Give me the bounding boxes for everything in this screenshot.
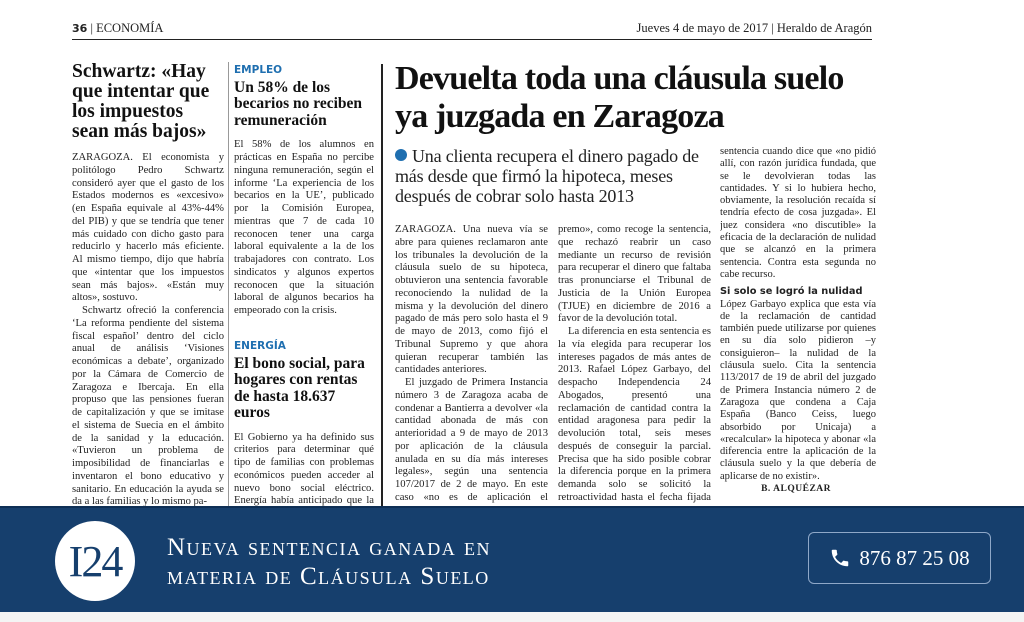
paragraph: La diferencia en esta sentencia es la vía elegida para recuperar los intereses pagados de más antes de 2013. Rafael López Garbayo, del despacho Independencia 24 Abogados, presentó una reclamación de cantidad contra la entidad aragonesa para pedir la devolución total, seis meses después de conseguir la parcial. Precisa que ha sido posible cobrar la diferencia porque en la primera demanda solo se solicitó la retroactividad hasta el fecha fijada: [558, 326, 711, 503]
paragraph: sentencia cuando dice que «no pidió allí, con razón jurídica fundada, que se le devolvieran todas las cantidades. Y si lo hubiera hecho, obviamente, la resolución recaída sí tendría efecto de cosa juzgada». El juez considera «no discutible» la eficacia de la declaración de nulidad que se alcanzó en la primera sentencia. Contra esta segunda no cabe recurso.: [720, 146, 876, 280]
paragraph: El juzgado de Primera Instancia número 3 de Zaragoza acaba de condenar a Bantierra a devolver «la cantidad abonada de más con anterioridad a 9 de mayo de 2013 por aplicación de la cláusula anulada en su día más intereses legales», según una sentencia 107/2017 de 2 de mayo. En este caso «no es de aplicación el: [395, 377, 548, 503]
sidebar-briefs: [234, 64, 374, 506]
column-divider: [228, 62, 229, 506]
brief-body: El Gobierno ya ha definido sus criterios para determinar qué tipo de familias con problemas económicos pueden acceder al nuevo bono social eléctrico. Energía había anticipado que la: [234, 431, 374, 506]
brief-body: El 58% de los alumnos en prácticas en España no percibe ninguna remuneración, según el informe ‘La experiencia de los becarios en la UE’, publicado por la Comisión Europea, mientras que 7 de cada 10 reconocen tener una carga laboral equivalente a la de los trabajadores con contrato. Los sindicatos y algunos expertos reconocen que la situación laboral de algunos becarios ha empeorado con la crisis.: [234, 139, 374, 316]
main-headline: Devuelta toda una cláusula suelo ya juzgada en Zaragoza: [395, 60, 844, 135]
main-column-3: [720, 146, 876, 506]
paragraph: premo», como recoge la sentencia, que rechazó reabrir un caso mediante un recurso de revisión para recuperar el dinero que faltaba tras pronunciarse el Tribunal de Justicia de la Unión Europea (TJUE) en diciembre de 2016 a favor de la devolución total.: [558, 224, 711, 325]
page-header: [72, 20, 872, 40]
column-divider: [381, 64, 383, 506]
paragraph: ZARAGOZA. El economista y politólogo Pedro Schwartz consideró ayer que el gasto de los Estados modernos es «excesivo» (en España equivale al 43%-44% del PIB) y que se tendría que tener más cuidado con dicho gasto para reducirlo y hacerlo más eficiente. Al mismo tiempo, dijo que habría que «intentar que los impuestos sean más bajos». «Están muy altos», sostuvo.: [72, 152, 224, 304]
promo-banner: [0, 506, 1024, 612]
page-section: 36 | ECONOMÍA: [72, 21, 164, 35]
brief-title: El bono social, para hogares con rentas de hasta 18.637 euros: [234, 354, 365, 421]
phone-number: 876 87 25 08: [859, 545, 970, 570]
bottom-strip: [0, 612, 1024, 622]
paragraph: Schwartz ofreció la conferencia ‘La reforma pendiente del sistema fiscal español’ dentro del ciclo anual de análisis ‘Visiones económicas a debate’, organizado por la Cámara de Comercio de Zaragoza e Ibercaja. En ella propuso que las pensiones fueran de capitalización y que se imitase el sistema de Suecia en el ámbito de la sanidad y la educación. «Tuvieron un problema de imposibilidad de financiarlas e inventaron el bono educativo y sanitario. En educación la ayuda se da a las familias y lo mismo pa-: [72, 305, 224, 506]
schwartz-article: [72, 62, 224, 506]
bullet-icon: [395, 149, 407, 161]
i24-logo: I24: [55, 521, 135, 601]
main-subhead: Una clienta recupera el dinero pagado de más desde que firmó la hipoteca, meses después de cobrar solo hasta 2013: [395, 146, 699, 206]
main-column-2: [558, 224, 711, 506]
paragraph: López Garbayo explica que esta vía de la reclamación de cantidad también puede utilizarse por quienes en su día solo pidieron –y consiguieron– la nulidad de la cláusula suelo. Cita la sentencia 113/2017 de 19 de abril del juzgado de Primera Instancia número 2 de Zaragoza que condena a Caja España (Banco Ceiss, luego absorbido por Unicaja) a «recalcular» la hipoteca y abonar «la diferencia entre la aplicación de la cláusula suelo y la que debería de aplicarse de no existir».: [720, 298, 876, 482]
banner-title: Nueva sentencia ganada en materia de Cláusula Suelo: [167, 534, 491, 590]
main-column-1: [395, 224, 548, 506]
brief-title: Un 58% de los becarios no reciben remuneración: [234, 78, 363, 129]
byline: B. ALQUÉZAR: [761, 484, 831, 495]
phone-button[interactable]: [808, 532, 991, 584]
paragraph: ZARAGOZA. Una nueva vía se abre para quienes reclamaron ante los tribunales la devolución de la cláusula suelo de su hipoteca, obtuvieron una sentencia favorable reconociendo la nulidad de la misma y la devolución del dinero pagado de más pero solo hasta el 9 de mayo de 2013, como fijó el Tribunal Supremo y que ahora quieran recuperar también las cantidades anteriores.: [395, 224, 548, 376]
phone-icon: [829, 547, 851, 569]
subtitle: Si solo se logró la nulidad: [720, 286, 863, 298]
page-date: Jueves 4 de mayo de 2017 | Heraldo de Aragón: [636, 21, 872, 35]
article-title: Schwartz: «Hay que intentar que los impuestos sean más bajos»: [72, 62, 210, 142]
section-label: ENERGÍA: [234, 339, 286, 352]
section-label: EMPLEO: [234, 64, 283, 76]
